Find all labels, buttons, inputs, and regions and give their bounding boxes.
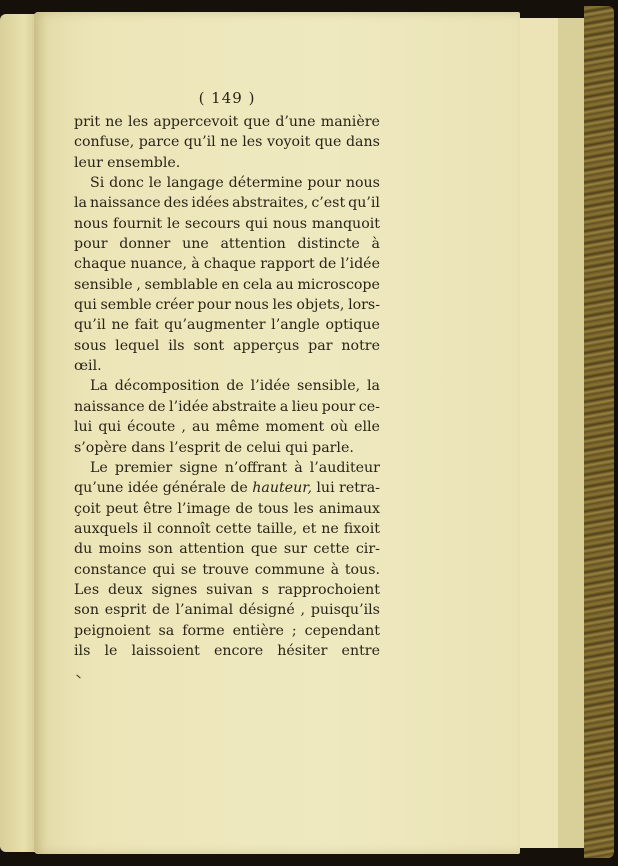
page-text — [74, 88, 380, 661]
text-line: auxquels il connoît cette taille, et ne fixoit — [74, 520, 380, 537]
text-line: Les deux signes suivan s rapprochoient — [74, 581, 380, 598]
text-line: pour donner une attention distincte à — [74, 236, 380, 253]
text-line: constance qui se trouve commune à tous. — [74, 561, 380, 578]
text-line: peignoient sa forme entière ; cependant — [74, 622, 380, 639]
text-line: sensible , semblable en cela au microscope — [74, 276, 380, 293]
text-line: leur ensemble. — [74, 154, 181, 171]
text-line: qu’une idée générale de hauteur, lui retra- — [74, 480, 380, 497]
text-line: s’opère dans l’esprit de celui qui parle. — [74, 439, 354, 456]
book-cover-edge — [584, 6, 614, 858]
text-line: qui semble créer pour nous les objets, lors- — [74, 297, 380, 314]
text-line: œil. — [74, 358, 102, 375]
text-line: Si donc le langage détermine pour nous — [90, 175, 380, 192]
text-line: du moins son attention que sur cette cir- — [74, 541, 380, 558]
text-line: la naissance des idées abstraites, c’est qu’il — [74, 195, 380, 212]
text-line: La décomposition de l’idée sensible, la — [90, 378, 380, 395]
text-line: sous lequel ils sont apperçus par notre — [74, 337, 380, 354]
text-line: prit ne les appercevoit que d’une manière — [74, 114, 380, 130]
text-line: confuse, parce qu’il ne les voyoit que dans — [74, 134, 380, 151]
page-number: ( 149 ) — [198, 89, 256, 107]
text-line: naissance de l’idée abstraite a lieu pour ce- — [74, 398, 380, 415]
text-line: Le premier signe n’offrant à l’auditeur — [90, 459, 380, 476]
text-line: chaque nuance, à chaque rapport de l’idée — [74, 256, 380, 273]
text-line: lui qui écoute , au même moment où elle — [74, 419, 380, 436]
text-line: son esprit de l’animal désigné , puisqu’ils — [74, 602, 380, 619]
text-line: ils le laissoient encore hésiter entre — [74, 642, 380, 659]
text-body — [74, 112, 380, 661]
text-line: nous fournit le secours qui nous manquoit — [74, 215, 380, 232]
text-line: çoit peut être l’image de tous les animaux — [74, 500, 380, 517]
text-line: qu’il ne fait qu’augmenter l’angle optique — [74, 317, 380, 334]
